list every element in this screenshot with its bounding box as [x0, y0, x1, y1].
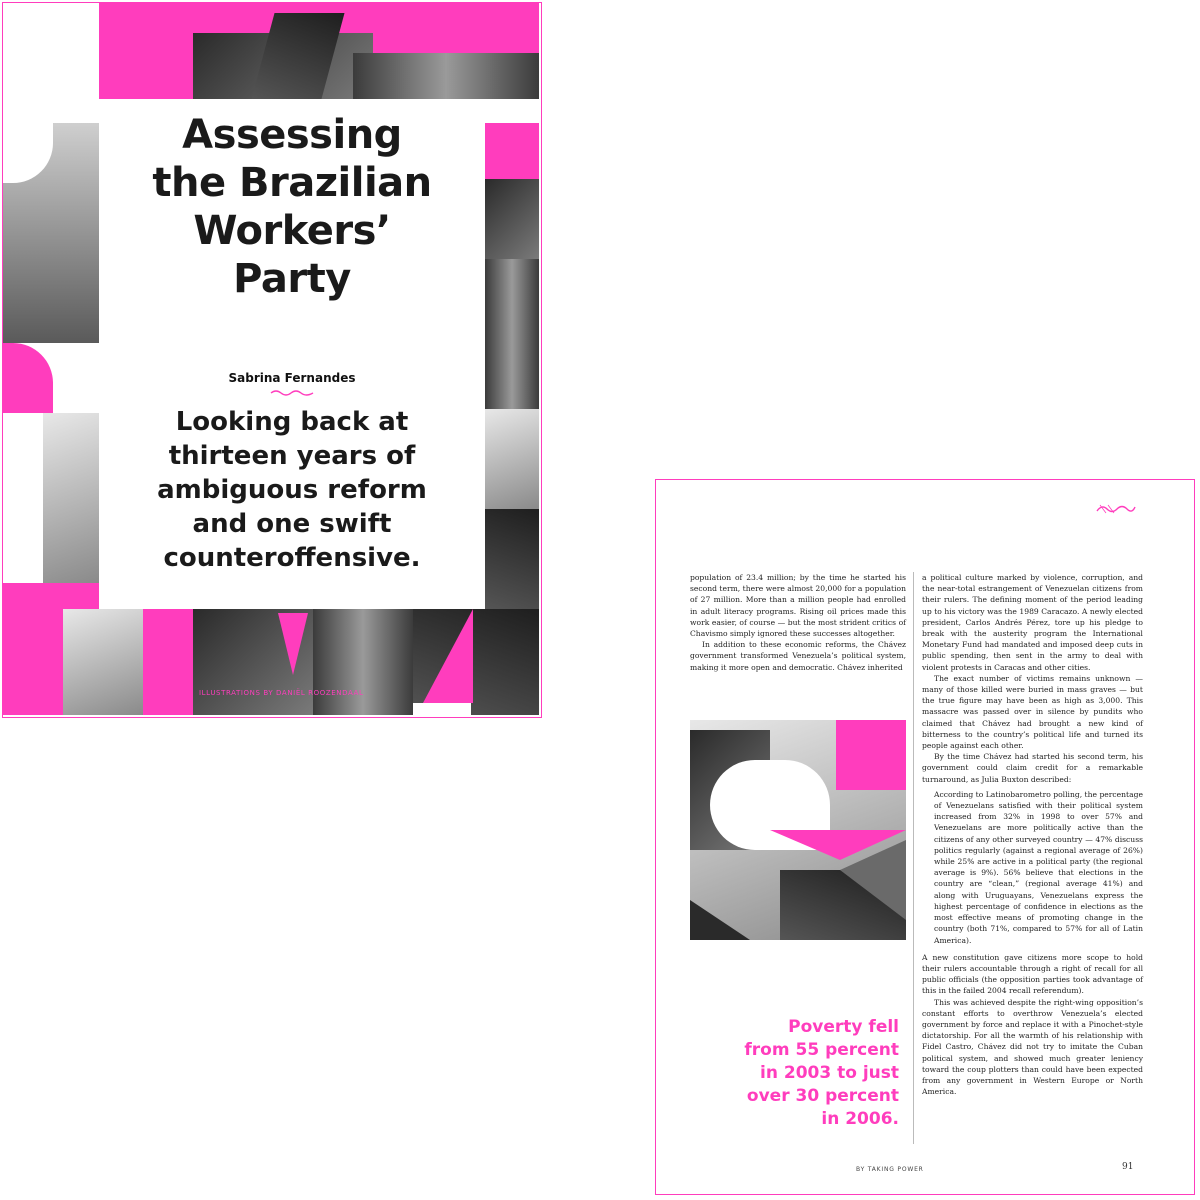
pull-quote-line: from 55 percent — [744, 1040, 899, 1060]
column-divider — [913, 572, 914, 1144]
page-illustration — [690, 720, 906, 940]
left-column — [690, 572, 906, 673]
pull-quote-line: in 2006. — [821, 1109, 899, 1129]
paragraph: This was achieved despite the right-wing opposition’s constant efforts to overthrow Venezuela’s elected government by force and replace it with a Pinochet-style dictatorship. For all the warmth of his relationship with Fidel Castro, Chávez did not try to imitate the Cuban political system, and showed much greater leniency toward the coup plotters than could have been expected from any government in Western Europe or North America. — [922, 997, 1143, 1097]
squiggle-icon — [270, 389, 314, 397]
right-column — [922, 572, 1143, 1097]
block-quote: According to Latinobarometro polling, the percentage of Venezuelans satisfied with their political system increased from 32% in 1998 to over 57% and Venezuelans are more politically active than the citizens of any other surveyed country — 47% discuss politics regularly (against a regional average of 26%) while 25% are active in a political party (the regional average is 9%). 56% believe that elections in the country are “clean,” (regional average 41%) and along with Uruguayans, Venezuelans express the highest percentage of confidence in elections as the most effective means of promoting change in the country (both 71%, compared to 57% for all of Latin America). — [934, 789, 1143, 945]
paragraph: In addition to these economic reforms, the Chávez government transformed Venezuela’s political system, making it more open and democratic. Chávez inherited — [690, 640, 906, 672]
wave-icon — [1096, 502, 1136, 516]
running-footer: BY TAKING POWER — [856, 1166, 924, 1173]
pull-quote-line: Poverty fell — [788, 1017, 899, 1037]
title-line: Workers’ — [193, 208, 391, 254]
title-line: Party — [233, 256, 351, 302]
paragraph: population of 23.4 million; by the time he started his second term, there were almost 20,000 for a population of 27 million. More than a million people had enrolled in adult literacy programs. Rising oil prices made this work easier, of course — but the most strident critics of Chavismo simply ignored these successes altogether. — [690, 573, 906, 639]
page-number: 91 — [1122, 1162, 1134, 1172]
paragraph: A new constitution gave citizens more scope to hold their rulers accountable through a right of recall for all public officials (the opposition parties took advantage of this in the failed 2004 recall referendum). — [922, 952, 1143, 996]
title-line: Assessing — [182, 112, 402, 158]
title-card — [99, 99, 485, 609]
paragraph: By the time Chávez had started his second term, his government could claim credit for a remarkable turnaround, as Julia Buxton described: — [922, 752, 1143, 784]
pull-quote — [696, 1016, 899, 1131]
subtitle-line: ambiguous reform — [157, 475, 427, 505]
paragraph: a political culture marked by violence, corruption, and the near-total estrangement of Venezuelan citizens from their rulers. The defining moment of the period leading up to his victory was the 1989 Caracazo. A newly elected president, Carlos Andrés Pérez, tore up his pledge to break with the austerity program the International Monetary Fund had mandated and imposed deep cuts in public spending, then sent in the army to deal with violent protests in Caracas and other cities. — [922, 573, 1143, 672]
paragraph: The exact number of victims remains unknown — many of those killed were buried in mass graves — but the true figure may have been as high as 3,000. This massacre was passed over in silence by pundits who claimed that Chávez had brought a new kind of bitterness to the country’s political life and turned its people against each other. — [922, 673, 1143, 751]
subtitle-line: thirteen years of — [168, 441, 416, 471]
subtitle-line: Looking back at — [175, 407, 409, 437]
illustration-credit: ILLUSTRATIONS BY DANIËL ROOZENDAAL — [199, 689, 364, 697]
pull-quote-line: over 30 percent — [746, 1086, 899, 1106]
article-title — [99, 111, 485, 303]
cover-page — [2, 2, 542, 718]
title-line: the Brazilian — [152, 160, 432, 206]
article-subtitle — [99, 405, 485, 575]
subtitle-line: and one swift — [192, 509, 392, 539]
interior-page — [655, 479, 1195, 1195]
author-name: Sabrina Fernandes — [228, 371, 356, 385]
pull-quote-line: in 2003 to just — [760, 1063, 899, 1083]
subtitle-line: counteroffensive. — [163, 543, 421, 573]
